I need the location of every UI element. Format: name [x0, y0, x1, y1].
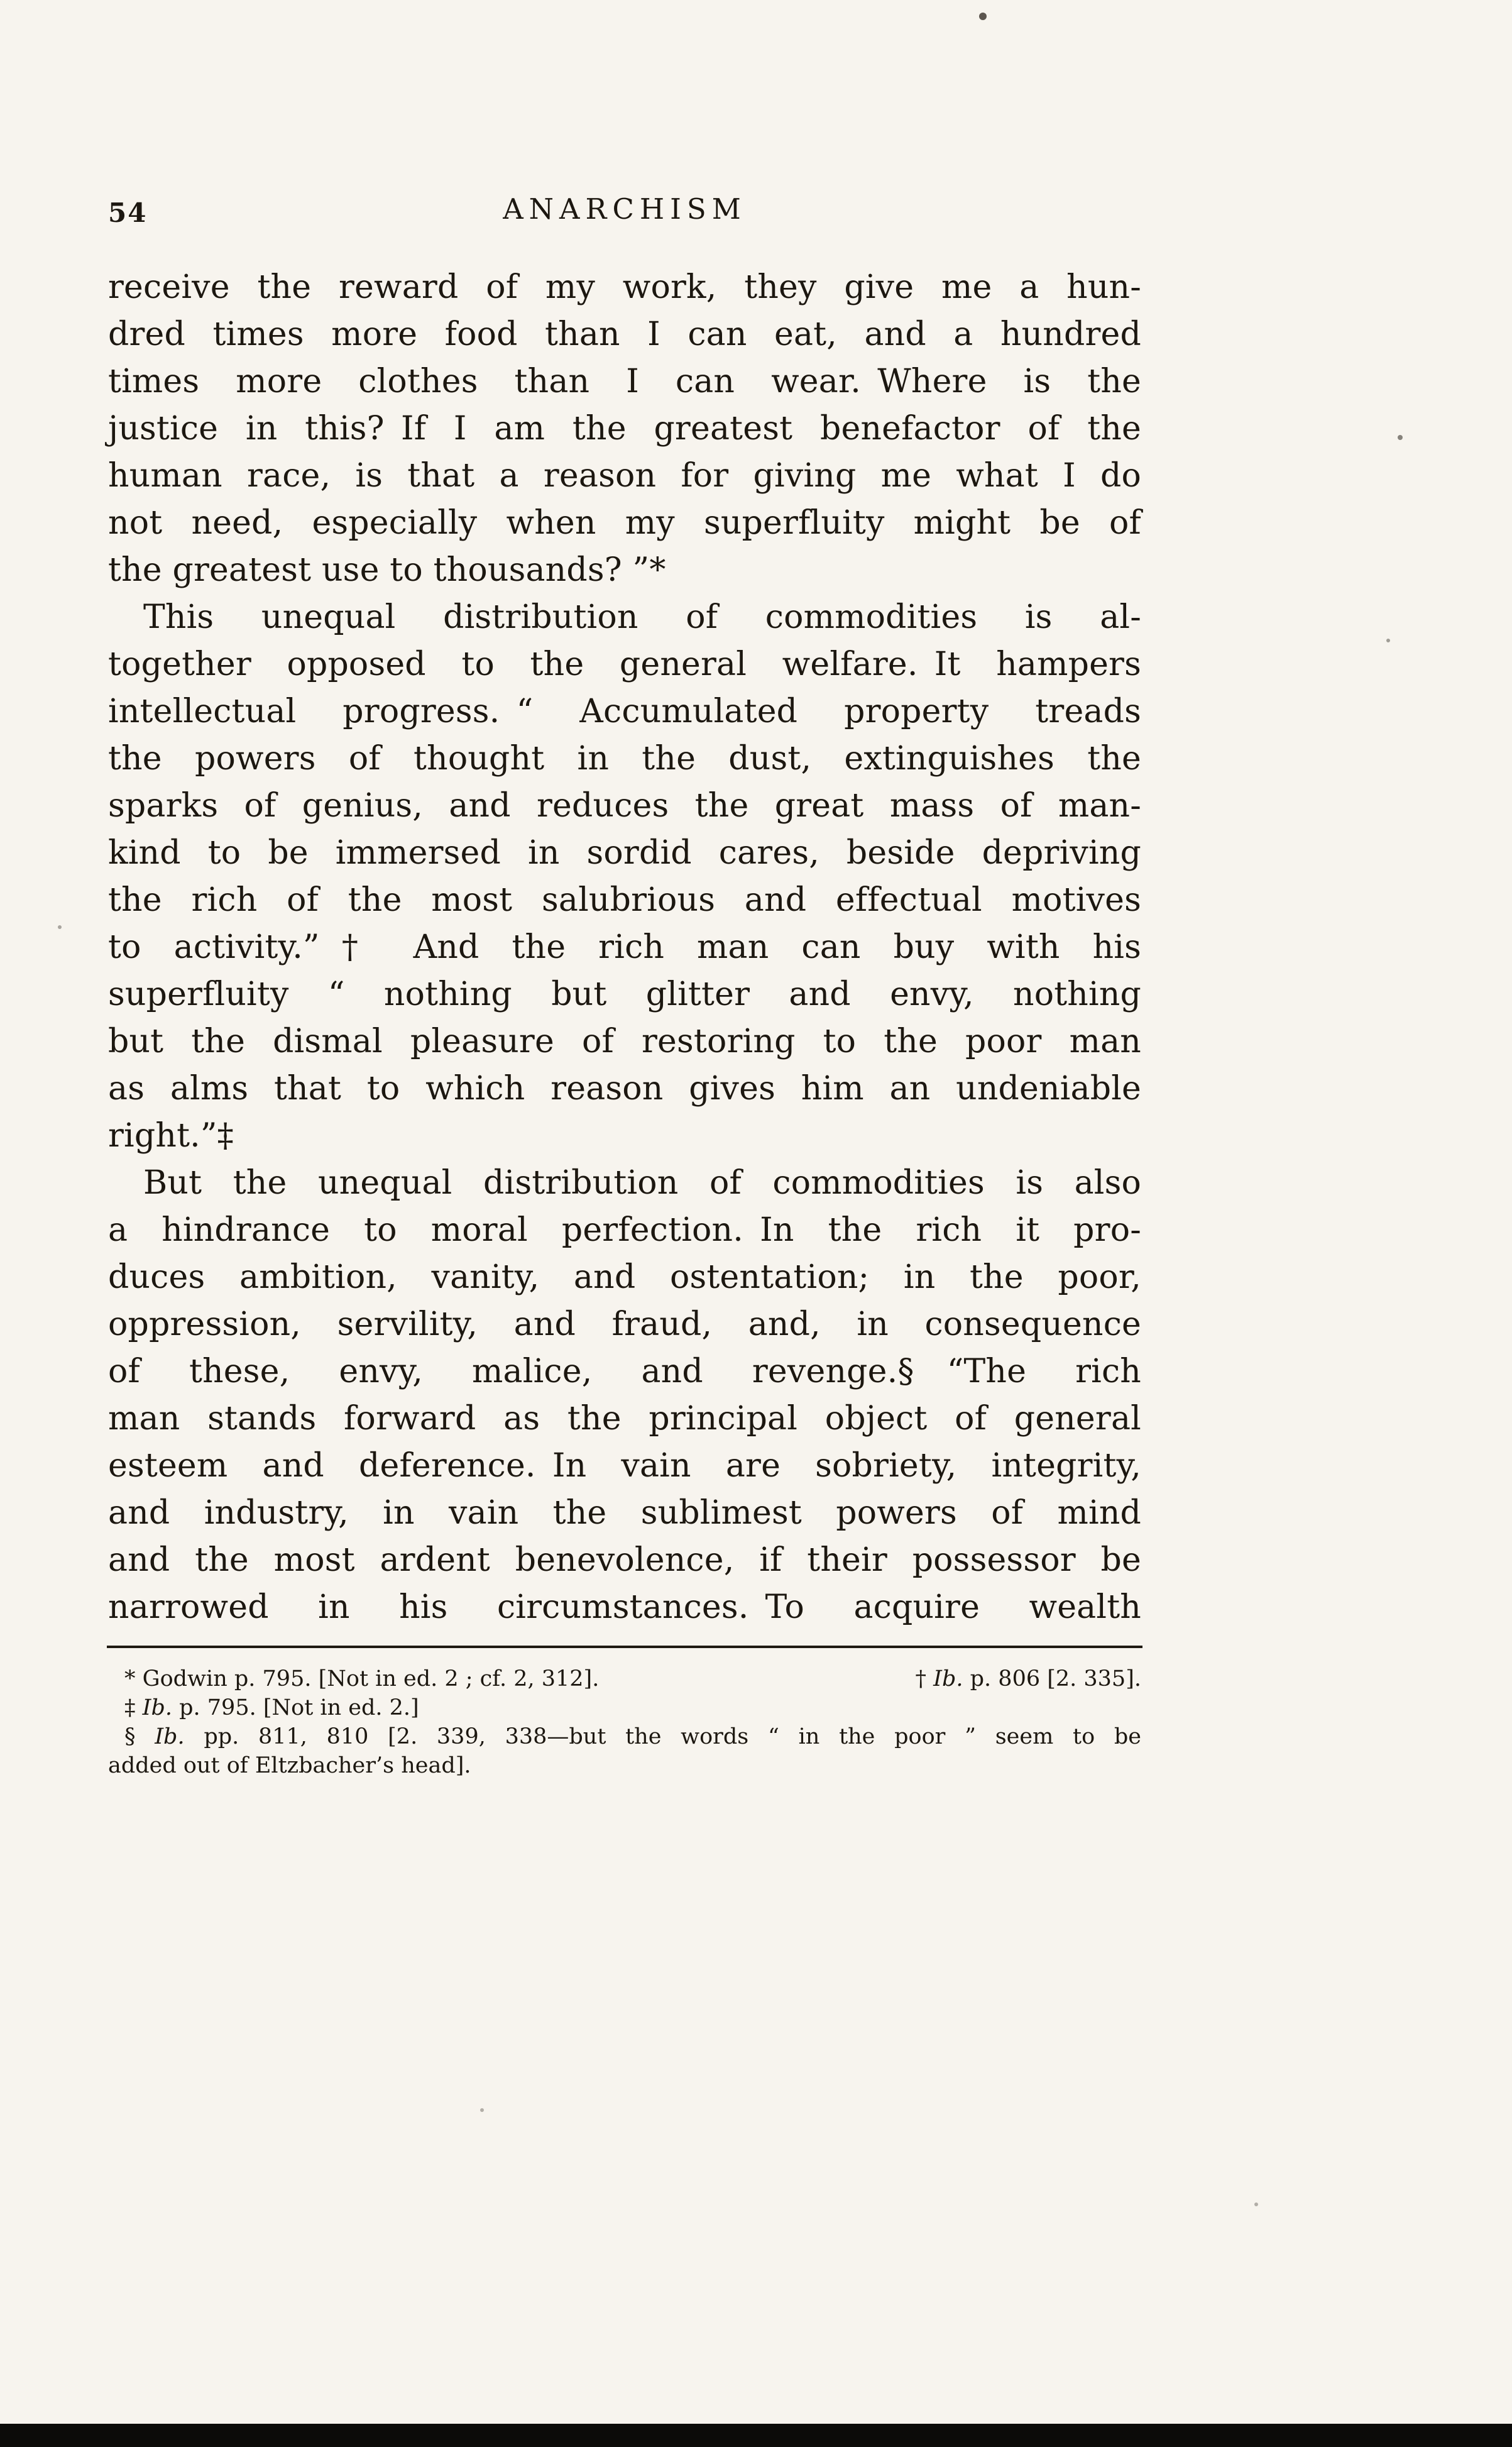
text-line: narrowed in his circumstances. To acquire wealth [108, 1588, 1141, 1626]
text-line: times more clothes than I can wear. Where is the [108, 363, 1141, 400]
text-line: to activity.”† And the rich man can buy with his [108, 928, 1141, 966]
text-line: receive the reward of my work, they give me a hun- [108, 268, 1141, 306]
text-line: the powers of thought in the dust, extinguishes the [108, 740, 1141, 778]
paragraph [108, 594, 1141, 1160]
text-line: together opposed to the general welfare. It hampers [108, 646, 1141, 683]
footnote-ib: Ib. [933, 1666, 963, 1691]
page-header [108, 192, 1141, 234]
scan-speck [1398, 435, 1403, 440]
body-text [108, 264, 1141, 1631]
bottom-scan-bar [0, 2424, 1512, 2447]
text-line: dred times more food than I can eat, and a hundred [108, 316, 1141, 353]
scan-speck [58, 925, 62, 929]
text-line: of these, envy, malice, and revenge.§ “The rich [108, 1353, 1141, 1390]
footnote-ib: Ib. [142, 1695, 172, 1720]
text-line: intellectual progress. “ Accumulated property treads [108, 693, 1141, 730]
text-line: duces ambition, vanity, and ostentation; in the poor, [108, 1258, 1141, 1296]
text-line: superfluity “ nothing but glitter and envy, nothing [108, 976, 1141, 1013]
text-line: the greatest use to thousands? ”* [108, 551, 666, 589]
text-line: not need, especially when my superfluity might be of [108, 504, 1141, 542]
text-line: kind to be immersed in sordid cares, beside depriving [108, 834, 1141, 872]
text-line: esteem and deference. In vain are sobriety, integrity, [108, 1447, 1141, 1485]
page-title: ANARCHISM [503, 192, 747, 226]
text-line: justice in this? If I am the greatest benefactor of the [108, 410, 1141, 448]
text-line: But the unequal distribution of commodities is also [143, 1164, 1141, 1202]
text-line: the rich of the most salubrious and effectual motives [108, 881, 1141, 919]
scan-speck [1386, 639, 1390, 642]
text-line: oppression, servility, and fraud, and, in consequence [108, 1306, 1141, 1343]
footnote-ib: Ib. [155, 1724, 185, 1749]
footnote-text [916, 1664, 1141, 1693]
footnote-text: * Godwin p. 795. [Not in ed. 2 ; cf. 2, 312]. [124, 1666, 600, 1691]
text-line: a hindrance to moral perfection. In the rich it pro- [108, 1211, 1141, 1249]
footnote-marker: § [124, 1724, 155, 1749]
text-line: sparks of genius, and reduces the great mass of man- [108, 787, 1141, 825]
footnote-line [108, 1664, 1141, 1693]
text-line: This unequal distribution of commodities is al- [143, 598, 1141, 636]
text-line: right.”‡ [108, 1117, 234, 1155]
text-line: human race, is that a reason for giving me what I do [108, 457, 1141, 495]
page-number: 54 [108, 197, 148, 228]
scan-speck [480, 2108, 484, 2112]
text-line: man stands forward as the principal object of general [108, 1400, 1141, 1438]
footnotes [108, 1664, 1141, 1780]
text-line: but the dismal pleasure of restoring to the poor man [108, 1023, 1141, 1060]
paragraph [108, 264, 1141, 594]
text-line: as alms that to which reason gives him an undeniable [108, 1070, 1141, 1108]
scan-speck [1254, 2202, 1258, 2206]
footnote-rule [107, 1646, 1142, 1648]
footnote-line [108, 1722, 1141, 1751]
footnote-line: added out of Eltzbacher’s head]. [108, 1753, 471, 1778]
scan-speck [979, 13, 987, 20]
paragraph [108, 1160, 1141, 1631]
footnote-marker: † [915, 1666, 934, 1691]
text-line: and the most ardent benevolence, if their possessor be [108, 1541, 1141, 1579]
text-line: and industry, in vain the sublimest powers of mind [108, 1494, 1141, 1532]
footnote-rest: p. 806 [2. 335]. [963, 1666, 1141, 1691]
footnote-rest: pp. 811, 810 [2. 339, 338—but the words “ in the poor ” seem to be [184, 1724, 1141, 1749]
footnote-marker: ‡ [124, 1695, 143, 1720]
footnote-rest: p. 795. [Not in ed. 2.] [172, 1695, 419, 1720]
footnote-line [108, 1693, 1141, 1722]
